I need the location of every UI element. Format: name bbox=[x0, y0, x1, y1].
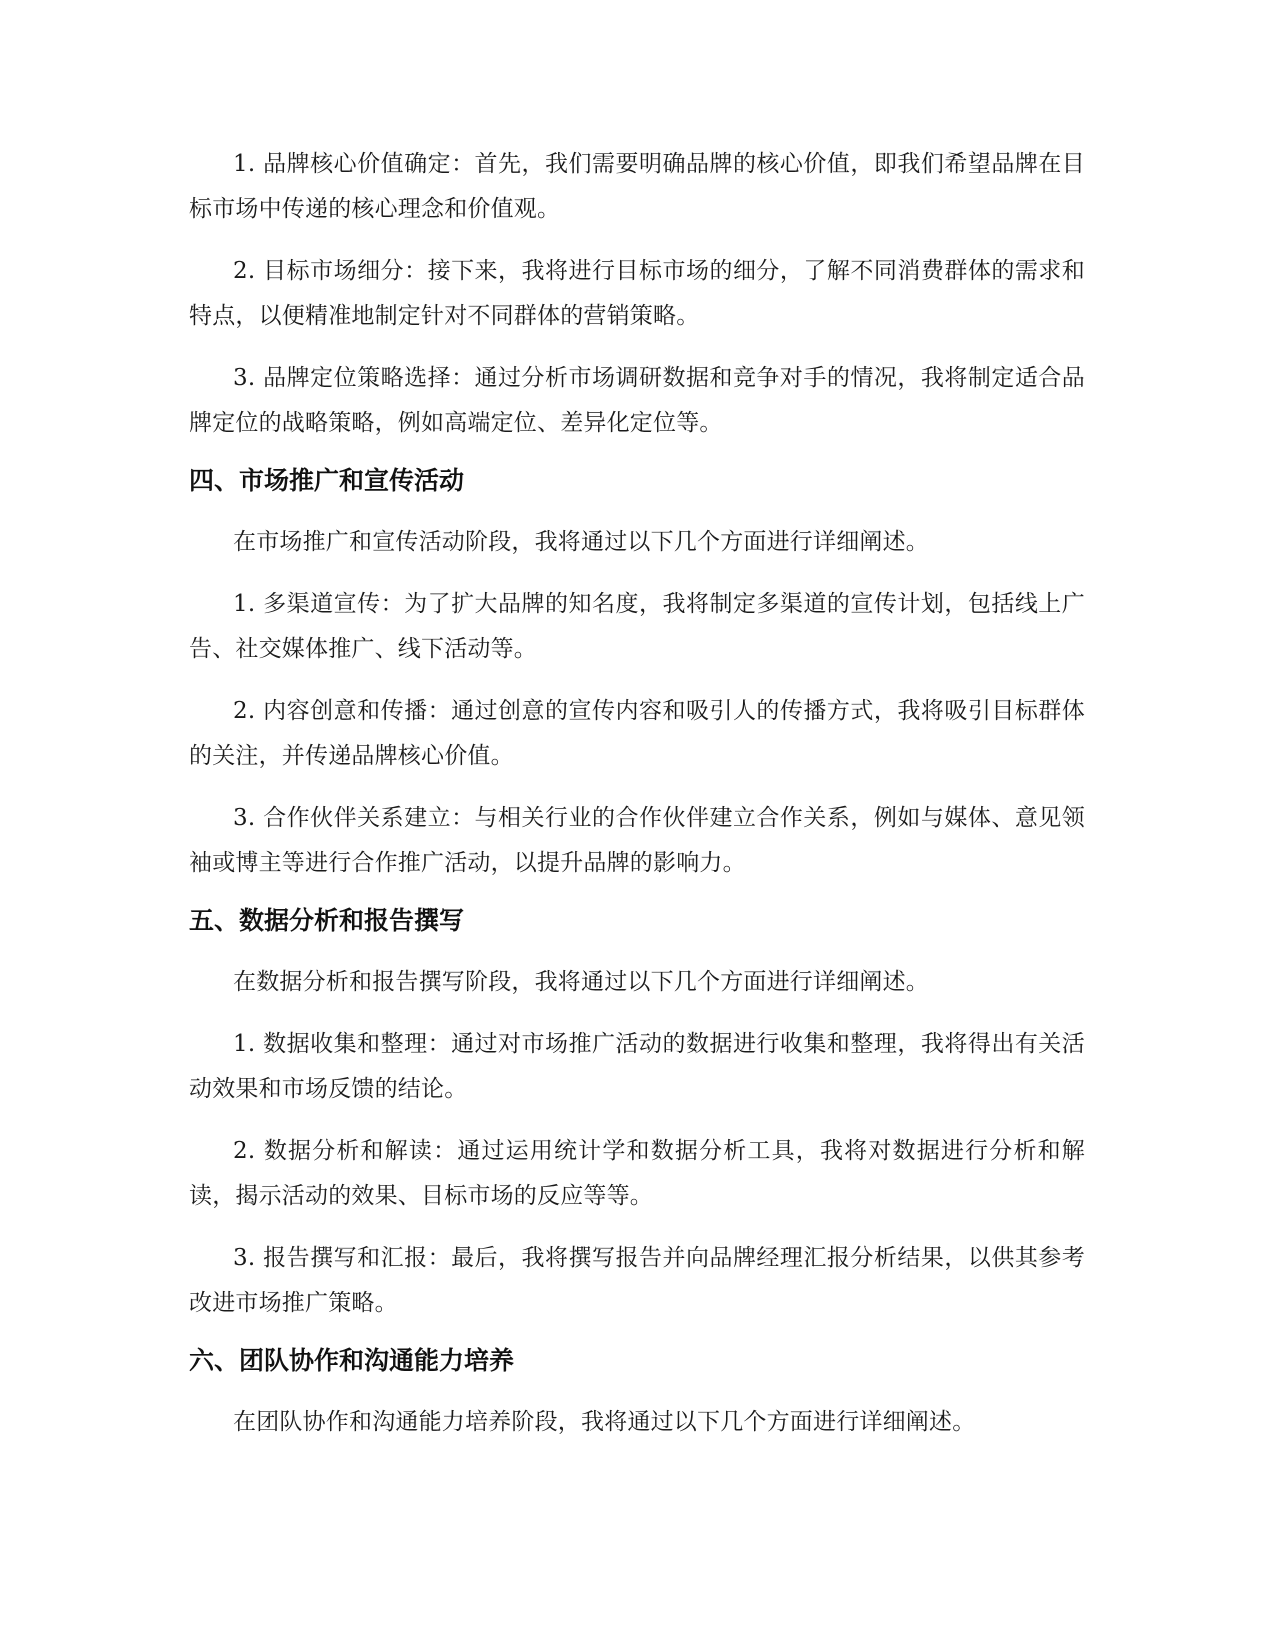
paragraph-teamwork-intro: 在团队协作和沟通能力培养阶段，我将通过以下几个方面进行详细阐述。 bbox=[233, 1409, 976, 1435]
paragraph-brand-core-value: 1. 品牌核心价值确定：首先，我们需要明确品牌的核心价值，即我们希望品牌在目标市场中传递的核心理念和价值观。 bbox=[189, 151, 1085, 222]
section-heading-teamwork: 六、团队协作和沟通能力培养 bbox=[189, 1346, 515, 1375]
section-heading-promotion: 四、市场推广和宣传活动 bbox=[189, 466, 465, 495]
paragraph-content-creative: 2. 内容创意和传播：通过创意的宣传内容和吸引人的传播方式，我将吸引目标群体的关注，并传递品牌核心价值。 bbox=[189, 698, 1085, 769]
paragraph-data-collection: 1. 数据收集和整理：通过对市场推广活动的数据进行收集和整理，我将得出有关活动效果和市场反馈的结论。 bbox=[189, 1031, 1085, 1102]
paragraph-analysis-intro: 在数据分析和报告撰写阶段，我将通过以下几个方面进行详细阐述。 bbox=[233, 969, 929, 995]
paragraph-report-writing: 3. 报告撰写和汇报：最后，我将撰写报告并向品牌经理汇报分析结果，以供其参考改进市场推广策略。 bbox=[189, 1245, 1085, 1316]
paragraph-market-segmentation: 2. 目标市场细分：接下来，我将进行目标市场的细分，了解不同消费群体的需求和特点，以便精准地制定针对不同群体的营销策略。 bbox=[189, 258, 1085, 329]
paragraph-positioning-strategy: 3. 品牌定位策略选择：通过分析市场调研数据和竞争对手的情况，我将制定适合品牌定位的战略策略，例如高端定位、差异化定位等。 bbox=[189, 365, 1085, 436]
paragraph-promotion-intro: 在市场推广和宣传活动阶段，我将通过以下几个方面进行详细阐述。 bbox=[233, 529, 929, 555]
section-heading-data-analysis: 五、数据分析和报告撰写 bbox=[189, 906, 465, 935]
paragraph-multichannel: 1. 多渠道宣传：为了扩大品牌的知名度，我将制定多渠道的宣传计划，包括线上广告、社交媒体推广、线下活动等。 bbox=[189, 591, 1085, 662]
document-body bbox=[189, 142, 1085, 1462]
paragraph-partnerships: 3. 合作伙伴关系建立：与相关行业的合作伙伴建立合作关系，例如与媒体、意见领袖或博主等进行合作推广活动，以提升品牌的影响力。 bbox=[189, 805, 1085, 876]
paragraph-data-interpretation: 2. 数据分析和解读：通过运用统计学和数据分析工具，我将对数据进行分析和解读，揭示活动的效果、目标市场的反应等等。 bbox=[189, 1138, 1085, 1209]
